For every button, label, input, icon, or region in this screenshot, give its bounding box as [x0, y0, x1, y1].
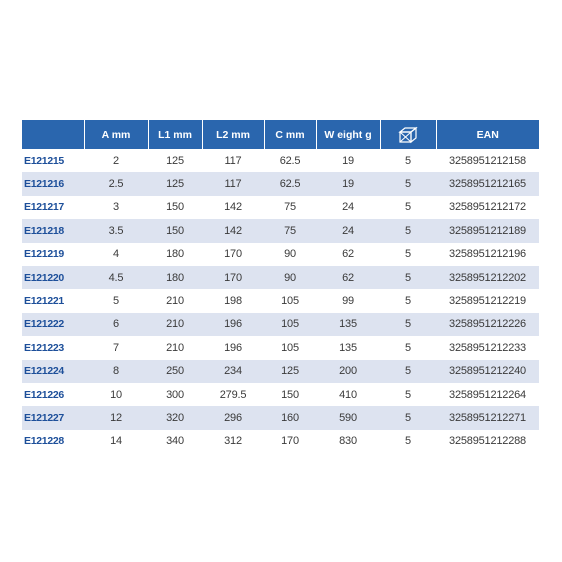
cell-ref: E121223	[24, 341, 64, 354]
cell-pack-qty: 5	[405, 435, 411, 448]
cell-l2-mm: 196	[224, 341, 242, 354]
cell-c-mm: 90	[284, 248, 296, 261]
cell-l1-mm: 300	[166, 388, 184, 401]
cell-pack-qty: 5	[380, 313, 436, 336]
table-row	[22, 289, 539, 312]
table-row	[22, 149, 539, 172]
cell-a-mm: 2.5	[84, 172, 148, 195]
cell-a-mm: 5	[113, 295, 119, 308]
header-a-mm: A mm	[84, 120, 148, 149]
cell-a-mm: 10	[110, 388, 122, 401]
table-row	[22, 266, 539, 289]
cell-pack-qty: 5	[380, 406, 436, 429]
cell-a-mm: 3.5	[84, 219, 148, 242]
cell-ean: 3258951212158	[449, 154, 526, 167]
cell-a-mm: 2	[113, 154, 119, 167]
cell-ean: 3258951212196	[449, 248, 526, 261]
cell-c-mm: 150	[281, 388, 299, 401]
cell-ref: E121218	[22, 219, 84, 242]
cell-ean: 3258951212172	[449, 201, 526, 214]
table-row	[22, 383, 539, 406]
cell-pack-qty: 5	[405, 388, 411, 401]
cell-weight-g: 24	[342, 201, 354, 214]
cell-l1-mm: 150	[166, 201, 184, 214]
cell-ref: E121216	[22, 172, 84, 195]
cell-l2-mm: 142	[202, 219, 264, 242]
header-ean: EAN	[436, 120, 539, 149]
cell-pack-qty: 5	[405, 201, 411, 214]
cell-pack-qty: 5	[380, 172, 436, 195]
cell-c-mm: 90	[264, 266, 316, 289]
cell-pack-qty: 5	[405, 341, 411, 354]
cell-a-mm: 8	[84, 360, 148, 383]
cell-ean: 3258951212165	[436, 172, 539, 195]
cell-ref: E121227	[22, 406, 84, 429]
cell-l1-mm: 210	[166, 341, 184, 354]
cell-c-mm: 62.5	[264, 172, 316, 195]
cell-ref: E121215	[24, 154, 64, 167]
cell-l1-mm: 320	[148, 406, 202, 429]
cell-ean: 3258951212288	[449, 435, 526, 448]
header-row	[22, 120, 539, 149]
cell-l1-mm: 340	[166, 435, 184, 448]
cell-pack-qty: 5	[380, 266, 436, 289]
cell-weight-g: 24	[316, 219, 380, 242]
cell-ref: E121228	[24, 435, 64, 448]
table-row	[22, 360, 539, 383]
table-row	[22, 243, 539, 266]
cell-ean: 3258951212189	[436, 219, 539, 242]
cell-a-mm: 6	[84, 313, 148, 336]
cell-weight-g: 135	[316, 313, 380, 336]
cell-weight-g: 830	[339, 435, 357, 448]
header-l1-mm: L1 mm	[148, 120, 202, 149]
cell-ean: 3258951212202	[436, 266, 539, 289]
cell-ref: E121224	[22, 360, 84, 383]
header-c-mm: C mm	[264, 120, 316, 149]
cell-ean: 3258951212240	[436, 360, 539, 383]
cell-ref: E121219	[24, 248, 64, 261]
spec-table	[22, 120, 539, 453]
cell-l1-mm: 125	[148, 172, 202, 195]
cell-weight-g: 99	[342, 295, 354, 308]
table-row	[22, 313, 539, 336]
cell-pack-qty: 5	[380, 219, 436, 242]
cell-ref: E121217	[24, 201, 64, 214]
cell-weight-g: 135	[339, 341, 357, 354]
cell-c-mm: 75	[284, 201, 296, 214]
table-row	[22, 430, 539, 453]
cell-ean: 3258951212219	[449, 295, 526, 308]
cell-ean: 3258951212226	[436, 313, 539, 336]
cell-c-mm: 105	[264, 313, 316, 336]
cell-ref: E121221	[24, 295, 64, 308]
cell-weight-g: 62	[342, 248, 354, 261]
cell-weight-g: 590	[316, 406, 380, 429]
cell-l1-mm: 180	[166, 248, 184, 261]
cell-c-mm: 75	[264, 219, 316, 242]
table-row	[22, 172, 539, 195]
header-l2-mm: L2 mm	[202, 120, 264, 149]
cell-l2-mm: 117	[224, 154, 242, 167]
cell-a-mm: 4	[113, 248, 119, 261]
header-pack-qty	[380, 120, 436, 149]
cell-l2-mm: 312	[224, 435, 242, 448]
cell-pack-qty: 5	[405, 295, 411, 308]
cell-l1-mm: 150	[148, 219, 202, 242]
cell-c-mm: 160	[264, 406, 316, 429]
cell-l1-mm: 125	[166, 154, 184, 167]
table-row	[22, 406, 539, 429]
cell-ean: 3258951212271	[436, 406, 539, 429]
cell-a-mm: 4.5	[84, 266, 148, 289]
cell-weight-g: 410	[339, 388, 357, 401]
header-ref	[22, 120, 84, 149]
cell-weight-g: 19	[316, 172, 380, 195]
cell-ref: E121222	[22, 313, 84, 336]
cell-a-mm: 7	[113, 341, 119, 354]
header-weight-g: W eight g	[316, 120, 380, 149]
cell-l2-mm: 279.5	[219, 388, 247, 401]
cell-a-mm: 12	[84, 406, 148, 429]
cell-weight-g: 62	[316, 266, 380, 289]
cell-ref: E121220	[22, 266, 84, 289]
cell-ref: E121226	[24, 388, 64, 401]
cell-pack-qty: 5	[380, 360, 436, 383]
cell-a-mm: 14	[110, 435, 122, 448]
cell-l2-mm: 170	[224, 248, 242, 261]
cell-c-mm: 105	[281, 341, 299, 354]
cell-weight-g: 200	[316, 360, 380, 383]
table-row	[22, 196, 539, 219]
cell-l2-mm: 117	[202, 172, 264, 195]
cell-l2-mm: 234	[202, 360, 264, 383]
cell-l2-mm: 296	[202, 406, 264, 429]
table-body	[22, 149, 539, 453]
cell-l1-mm: 180	[148, 266, 202, 289]
cell-l2-mm: 198	[224, 295, 242, 308]
cell-c-mm: 105	[281, 295, 299, 308]
cell-l1-mm: 210	[148, 313, 202, 336]
cell-weight-g: 19	[342, 154, 354, 167]
cell-l2-mm: 142	[224, 201, 242, 214]
cell-l1-mm: 250	[148, 360, 202, 383]
cell-pack-qty: 5	[405, 154, 411, 167]
table-row	[22, 219, 539, 242]
table-row	[22, 336, 539, 359]
cell-ean: 3258951212233	[449, 341, 526, 354]
cell-c-mm: 125	[264, 360, 316, 383]
cell-a-mm: 3	[113, 201, 119, 214]
cell-pack-qty: 5	[405, 248, 411, 261]
cell-l1-mm: 210	[166, 295, 184, 308]
cell-l2-mm: 196	[202, 313, 264, 336]
package-box-icon	[397, 126, 419, 144]
cell-c-mm: 170	[281, 435, 299, 448]
cell-l2-mm: 170	[202, 266, 264, 289]
cell-c-mm: 62.5	[279, 154, 301, 167]
cell-ean: 3258951212264	[449, 388, 526, 401]
